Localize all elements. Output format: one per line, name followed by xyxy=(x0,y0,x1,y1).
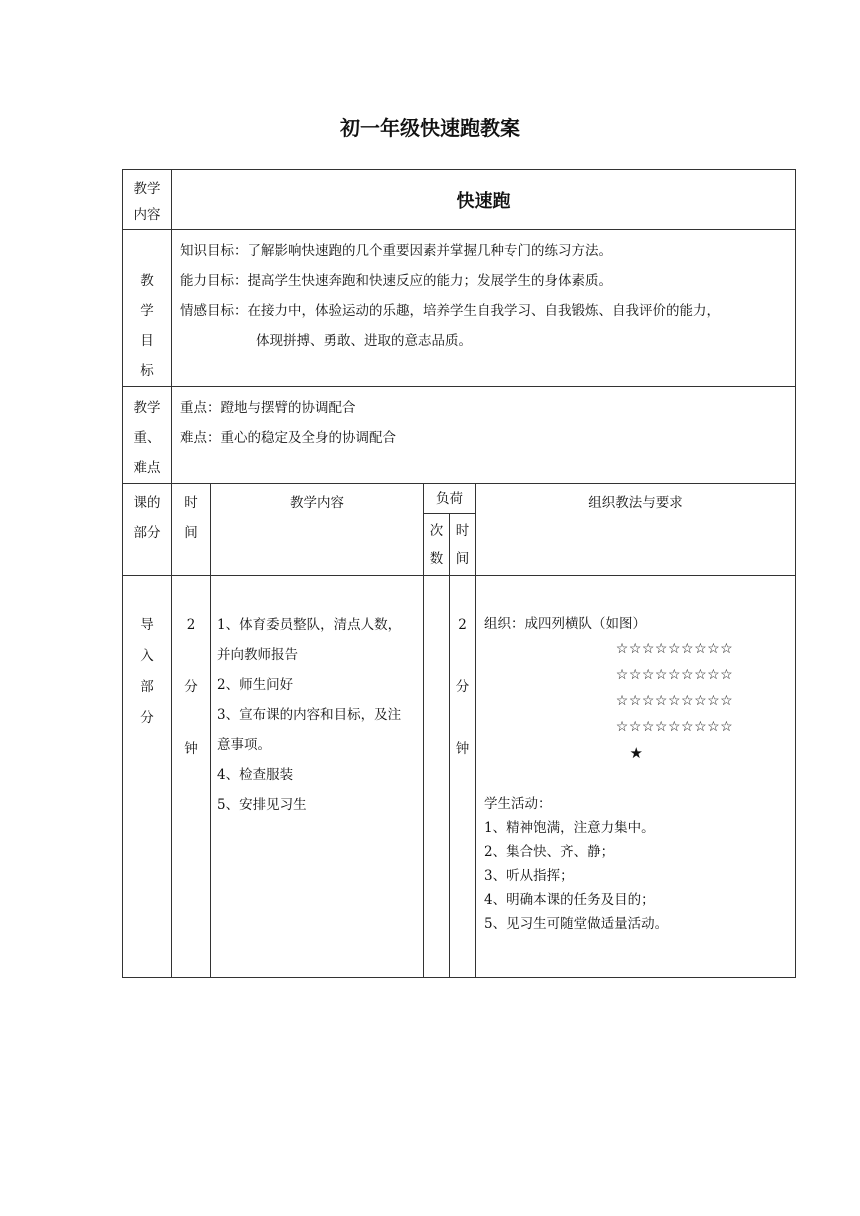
header-part-line: 课的 xyxy=(133,495,161,511)
header-load-text: 负荷 xyxy=(436,491,463,507)
content-label-line: 教学 xyxy=(133,181,161,197)
formation-row: ☆☆☆☆☆☆☆☆☆ xyxy=(615,667,734,683)
intro-part-line: 部 xyxy=(140,679,154,695)
intro-time-line: 分 xyxy=(184,679,198,695)
header-load-time xyxy=(450,514,476,576)
header-teach-content xyxy=(211,484,424,576)
intro-content-line: 4、检查服装 xyxy=(217,767,294,783)
activity-item: 2、集合快、齐、静； xyxy=(484,844,615,860)
intro-time-line: 钟 xyxy=(184,741,198,757)
formation-diagram xyxy=(484,636,789,766)
activity-item: 4、明确本课的任务及目的； xyxy=(484,892,655,908)
organization-text: 组织：成四列横队（如图） xyxy=(484,616,646,632)
intro-load-time-line: 2 xyxy=(458,617,467,633)
objective-knowledge: 知识目标：了解影响快速跑的几个重要因素并掌握几种专门的练习方法。 xyxy=(180,243,612,259)
objective-ability: 能力目标：提高学生快速奔跑和快速反应的能力；发展学生的身体素质。 xyxy=(180,273,612,289)
intro-load-time-cell xyxy=(450,576,476,978)
header-time xyxy=(172,484,211,576)
intro-time-line: 2 xyxy=(186,617,196,633)
intro-load-time-line: 钟 xyxy=(455,741,470,757)
keypoints-label-line: 难点 xyxy=(133,460,161,476)
objectives-cell xyxy=(172,230,796,387)
header-method-text: 组织教法与要求 xyxy=(588,495,683,511)
objectives-label-line: 目 xyxy=(140,333,154,349)
intro-content-line: 并向教师报告 xyxy=(217,647,298,663)
intro-content-line: 意事项。 xyxy=(217,737,271,753)
teacher-star-icon: ★ xyxy=(629,744,644,762)
header-load-count-line: 数 xyxy=(429,551,444,567)
intro-method-cell xyxy=(476,576,796,978)
activity-item: 3、听从指挥； xyxy=(484,868,574,884)
intro-part-line: 导 xyxy=(140,617,154,633)
activity-item: 5、见习生可随堂做适量活动。 xyxy=(484,916,669,932)
header-time-line: 间 xyxy=(184,525,198,541)
intro-time-cell xyxy=(172,576,211,978)
formation-row: ☆☆☆☆☆☆☆☆☆ xyxy=(615,719,734,735)
header-load-time-line: 间 xyxy=(455,551,470,567)
student-activities xyxy=(484,792,789,936)
content-value: 快速跑 xyxy=(172,170,796,230)
header-method xyxy=(476,484,796,576)
intro-content-line: 2、师生问好 xyxy=(217,677,294,693)
objective-emotion: 情感目标：在接力中，体验运动的乐趣，培养学生自我学习、自我锻炼、自我评价的能力， xyxy=(180,303,720,319)
intro-part-cell xyxy=(123,576,172,978)
header-load xyxy=(424,484,476,514)
header-load-count xyxy=(424,514,450,576)
activity-item: 1、精神饱满，注意力集中。 xyxy=(484,820,655,836)
intro-content-line: 5、安排见习生 xyxy=(217,797,307,813)
activities-title: 学生活动： xyxy=(484,796,552,812)
objectives-label-cell xyxy=(123,230,172,387)
header-teach-content-text: 教学内容 xyxy=(290,495,344,511)
header-part-line: 部分 xyxy=(133,525,161,541)
content-label-cell xyxy=(123,170,172,230)
lesson-plan-table xyxy=(122,169,796,978)
difficult-point: 难点：重心的稳定及全身的协调配合 xyxy=(180,430,396,446)
header-time-line: 时 xyxy=(184,495,198,511)
formation-row: ☆☆☆☆☆☆☆☆☆ xyxy=(615,641,734,657)
header-load-count-line: 次 xyxy=(429,523,444,539)
keypoints-label-cell xyxy=(123,387,172,484)
intro-part-line: 入 xyxy=(140,648,154,664)
keypoints-cell xyxy=(172,387,796,484)
keypoints-label-line: 教学 xyxy=(133,400,161,416)
intro-content-line: 3、宣布课的内容和目标，及注 xyxy=(217,707,402,723)
intro-content-cell xyxy=(211,576,424,978)
intro-load-time-line: 分 xyxy=(455,679,470,695)
intro-content-line: 1、体育委员整队，清点人数， xyxy=(217,617,402,633)
objectives-label-line: 学 xyxy=(140,303,154,319)
intro-load-count-cell xyxy=(424,576,450,978)
keypoints-label-line: 重、 xyxy=(133,430,161,446)
objectives-label-line: 标 xyxy=(140,363,154,379)
header-load-time-line: 时 xyxy=(455,523,470,539)
formation-row: ☆☆☆☆☆☆☆☆☆ xyxy=(615,693,734,709)
intro-part-line: 分 xyxy=(140,710,154,726)
document-title: 初一年级快速跑教案 xyxy=(340,116,520,140)
content-label-line: 内容 xyxy=(133,207,161,223)
objectives-label-line: 教 xyxy=(140,273,154,289)
header-part xyxy=(123,484,172,576)
key-point: 重点：蹬地与摆臂的协调配合 xyxy=(180,400,356,416)
objective-emotion-continued: 体现拼搏、勇敢、进取的意志品质。 xyxy=(256,333,472,349)
